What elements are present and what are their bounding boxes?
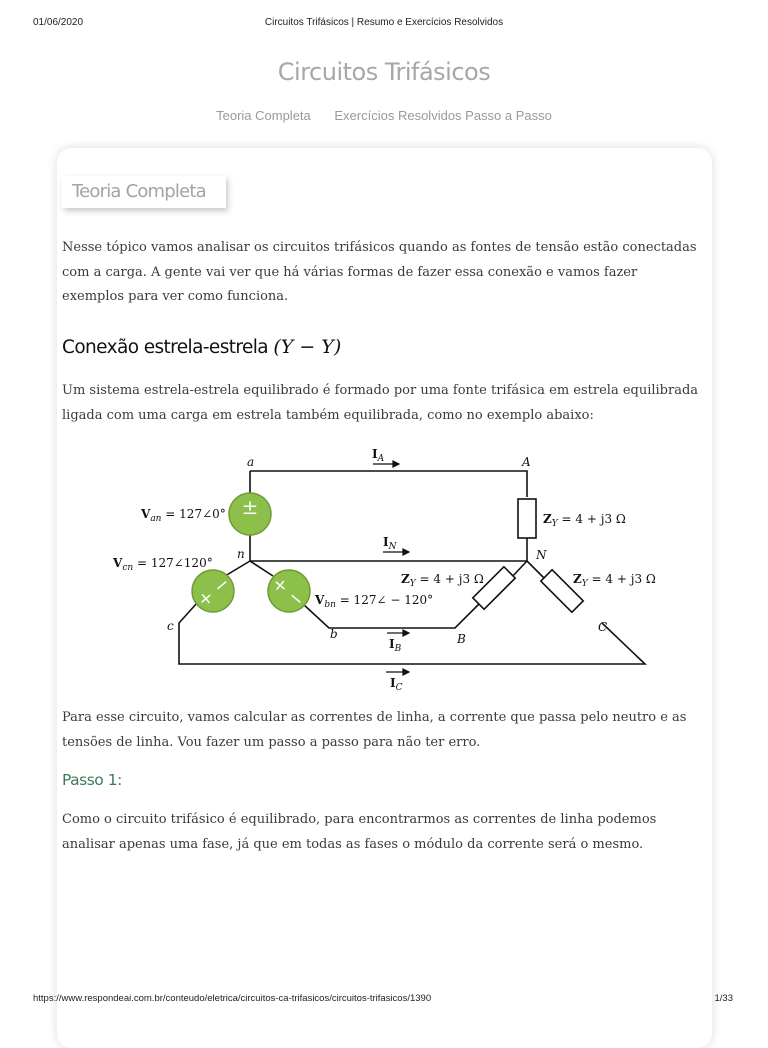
current-IC-symbol: I — [390, 676, 396, 690]
node-label-B: B — [457, 632, 466, 646]
section-tag: Teoria Completa — [62, 176, 226, 208]
node-label-C: C — [598, 620, 608, 634]
site-title: Circuitos Trifásicos — [277, 58, 491, 86]
current-label-IC — [390, 676, 403, 693]
wye-wye-circuit-diagram — [105, 442, 665, 694]
current-IA-symbol: I — [372, 447, 378, 461]
label-Van-V: V — [141, 507, 151, 521]
label-Van — [140, 507, 226, 524]
label-Vcn — [112, 556, 213, 573]
svg-text:±: ± — [241, 495, 259, 519]
current-IN-sub: N — [388, 542, 397, 552]
label-ZB — [401, 572, 484, 589]
section-heading — [62, 336, 341, 358]
wire-n-bn — [250, 561, 273, 576]
voltage-source-bn — [268, 570, 310, 612]
current-IC-sub: C — [395, 683, 403, 693]
node-label-c: c — [167, 619, 174, 633]
current-label-IA — [372, 447, 385, 464]
current-IB-symbol: I — [389, 637, 395, 651]
current-IN-symbol: I — [383, 535, 389, 549]
label-ZA-value: = 4 + j3 Ω — [557, 512, 626, 526]
paragraph-step1: Como o circuito trifásico é equilibrado, para encontrarmos as correntes de linha podemos analisar apenas uma fase, já que em todas as fases o módulo da corrente será o mesmo. — [62, 812, 657, 852]
label-Vcn-V: V — [113, 556, 123, 570]
section-heading-text: Conexão estrela-estrela — [62, 337, 269, 358]
current-IA-sub: A — [377, 454, 385, 464]
step-heading: Passo 1: — [62, 771, 122, 789]
wire-line-c — [179, 603, 645, 664]
label-ZB-Z: Z — [401, 572, 410, 586]
label-Vcn-value: = 127∠120° — [133, 556, 213, 570]
intro-paragraph: Nesse tópico vamos analisar os circuitos trifásicos quando as fontes de tensão estão conectadas com a carga. A gente vai ver que há várias formas de fazer essa conexão e vamos fazer exemplos para ver como funciona. — [62, 240, 697, 304]
print-page-number: 1/33 — [714, 993, 733, 1004]
section-heading-math: (Y − Y) — [273, 336, 342, 358]
label-ZA-Z: Z — [543, 512, 552, 526]
label-Vbn-V: V — [315, 593, 325, 607]
node-label-b: b — [330, 627, 338, 641]
current-label-IN — [383, 535, 398, 552]
label-Vbn-sub: bn — [324, 600, 336, 610]
label-ZC-Z: Z — [573, 572, 582, 586]
label-ZB-value: = 4 + j3 Ω — [415, 572, 484, 586]
label-Vcn-sub: cn — [122, 563, 134, 573]
label-Vbn — [314, 593, 433, 610]
node-label-N: N — [536, 548, 547, 562]
label-ZC — [573, 572, 656, 589]
label-ZC-value: = 4 + j3 Ω — [587, 572, 656, 586]
print-header — [0, 17, 768, 31]
node-label-A: A — [522, 455, 531, 469]
paragraph-wye-wye: Um sistema estrela-estrela equilibrado é formado por uma fonte trifásica em estrela equilibrada ligada com uma carga em estrela também equilibrada, como no exemplo abaixo: — [62, 383, 699, 423]
print-title: Circuitos Trifásicos | Resumo e Exercícios Resolvidos — [264, 17, 504, 28]
node-label-a: a — [247, 455, 255, 469]
voltage-source-cn — [192, 570, 234, 612]
label-ZA-sub: Y — [551, 519, 558, 529]
paragraph-calculate: Para esse circuito, vamos calcular as correntes de linha, a corrente que passa pelo neutro e as tensões de linha. Vou fazer um passo a passo para não ter erro. — [62, 710, 687, 750]
wire-line-a — [250, 471, 527, 497]
node-label-n: n — [237, 547, 245, 561]
current-IB-sub: B — [394, 644, 402, 654]
current-label-IB — [389, 637, 402, 654]
label-Vbn-value: = 127∠ − 120° — [335, 593, 434, 607]
print-url: https://www.respondeai.com.br/conteudo/eletrica/circuitos-ca-trifasicos/circuitos-trifasicos/1390 — [33, 993, 432, 1004]
label-ZA — [543, 512, 626, 529]
wire-n-cn — [225, 561, 250, 576]
label-Van-sub: an — [150, 514, 162, 524]
svg-text:+ −: + − — [267, 572, 309, 612]
wire-N-ZC — [527, 561, 545, 579]
print-footer — [0, 993, 768, 1007]
site-nav — [0, 108, 768, 123]
nav-teoria-completa[interactable]: Teoria Completa — [216, 108, 311, 123]
label-ZB-sub: Y — [409, 579, 416, 589]
nav-exercicios-resolvidos[interactable]: Exercícios Resolvidos Passo a Passo — [334, 108, 552, 123]
print-date: 01/06/2020 — [33, 17, 84, 28]
svg-text:+ −: + − — [193, 572, 235, 612]
label-Van-value: = 127∠0° — [161, 507, 226, 521]
load-impedance-A — [518, 499, 536, 538]
label-ZC-sub: Y — [581, 579, 588, 589]
voltage-source-an — [229, 493, 271, 535]
